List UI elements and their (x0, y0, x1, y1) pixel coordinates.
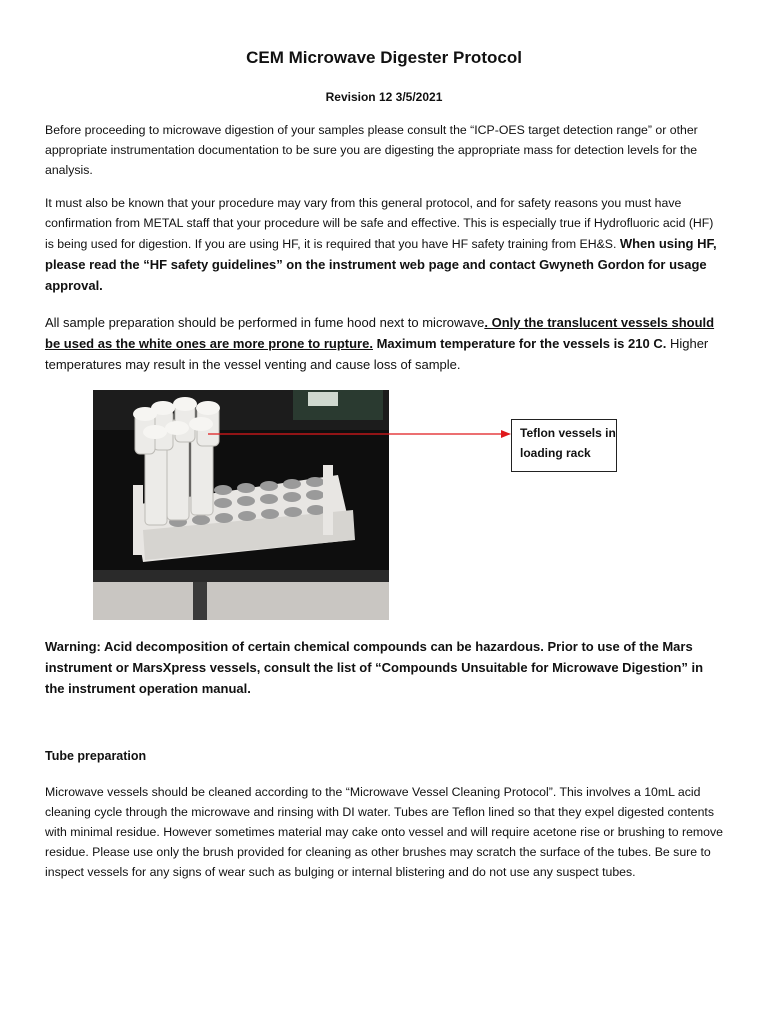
intro-paragraph: Before proceeding to microwave digestion of your samples please consult the “ICP-OES target detection range” or other appropriate instrumentation documentation to be sure you are digesting the appropriate mass for detection levels for the analysis. (45, 123, 698, 177)
sample-prep-paragraph (45, 312, 725, 375)
tube-preparation-heading: Tube preparation (45, 749, 147, 763)
revision-label: Revision 12 3/5/2021 (325, 90, 443, 104)
tube-preparation-paragraph: Microwave vessels should be cleaned according to the “Microwave Vessel Cleaning Protocol”. This involves a 10mL acid cleaning cycle through the microwave and rinsing with DI water. Tubes are Teflon lined so that they expel digested contents with minimal residue. However sometimes material may cake onto vessel and will require acetone rise or brushing to remove residue. Please use only the brush provided for cleaning as other brushes may scratch the surface of the tubes. Be sure to inspect vessels for any signs of wear such as bulging or internal blistering and do not use any suspect tubes. (45, 785, 723, 879)
sample-prep-text: All sample preparation should be performed in fume hood next to microwave (45, 315, 485, 330)
sample-prep-end-text: Higher temperatures may result in the vessel venting and cause loss of sample. (45, 336, 709, 372)
translucent-vessels-note: . Only the translucent vessels should be used as the white ones are more prone to rupture. (45, 315, 715, 351)
max-temperature-note: Maximum temperature for the vessels is 210 C. (376, 336, 667, 351)
document-title: CEM Microwave Digester Protocol (246, 48, 522, 67)
photo-callout-label: Teflon vessels in loading rack (511, 419, 617, 472)
procedure-text: It must also be known that your procedure may vary from this general protocol, and for safety reasons you must have confirmation from METAL staff that your procedure will be safe and effective. This is especially true if Hydrofluoric acid (HF) is being used for digestion. If you are using HF, it is required that you have HF safety training from EH&S. (45, 196, 714, 251)
procedure-paragraph (45, 193, 725, 296)
warning-paragraph: Warning: Acid decomposition of certain chemical compounds can be hazardous. Prior to use of the Mars instrument or MarsXpress vessels, consult the list of “Compounds Unsuitable for Microwave Digestion” in the instrument operation manual. (45, 639, 704, 696)
hf-warning-text: When using HF, please read the “HF safety guidelines” on the instrument web page and contact Gwyneth Gordon for usage approval. (45, 236, 717, 293)
vessel-rack-image (93, 390, 389, 620)
vessel-rack-photo (93, 390, 389, 620)
